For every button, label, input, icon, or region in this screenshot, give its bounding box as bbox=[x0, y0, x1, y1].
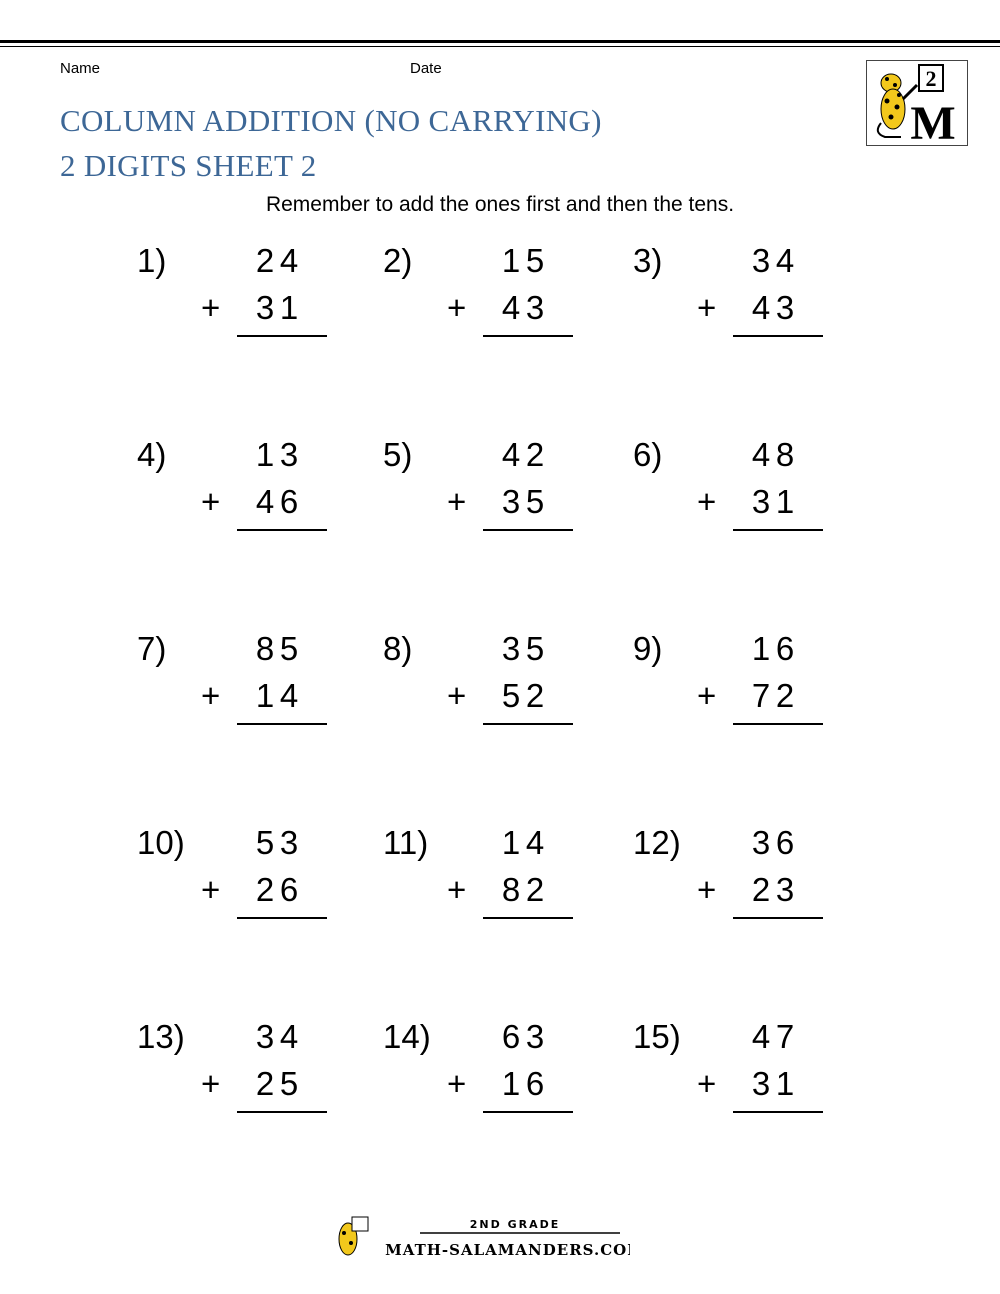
addend-top bbox=[253, 436, 301, 474]
digit: 1 bbox=[775, 1065, 795, 1102]
name-label: Name bbox=[60, 60, 101, 77]
digit: 6 bbox=[525, 1065, 545, 1102]
problem-10 bbox=[137, 824, 367, 934]
addend-top bbox=[253, 1018, 301, 1056]
footer-grade-text: 2ND GRADE bbox=[469, 1218, 561, 1231]
logo-grade: 2 bbox=[925, 66, 937, 91]
addend-bottom bbox=[253, 677, 301, 715]
addend-top bbox=[499, 630, 547, 668]
problem-7 bbox=[137, 630, 367, 740]
addend-bottom bbox=[253, 871, 301, 909]
instruction-text: Remember to add the ones first and then the tens. bbox=[265, 193, 735, 216]
digit: 3 bbox=[525, 1018, 545, 1055]
problem-number: 4) bbox=[137, 436, 167, 473]
plus-sign: + bbox=[447, 1065, 467, 1102]
addend-bottom bbox=[499, 483, 547, 521]
problem-number: 14) bbox=[383, 1018, 431, 1055]
digit: 2 bbox=[525, 677, 545, 714]
digit: 1 bbox=[255, 677, 275, 714]
problem-number: 13) bbox=[137, 1018, 185, 1055]
date-label: Date bbox=[410, 60, 442, 77]
digit: 1 bbox=[501, 242, 521, 279]
answer-line bbox=[483, 917, 573, 919]
answer-line bbox=[733, 723, 823, 725]
problem-12 bbox=[633, 824, 863, 934]
digit: 4 bbox=[751, 1018, 771, 1055]
plus-sign: + bbox=[201, 483, 221, 520]
digit: 4 bbox=[279, 1018, 299, 1055]
addend-bottom bbox=[499, 289, 547, 327]
answer-line bbox=[237, 335, 327, 337]
digit: 5 bbox=[525, 483, 545, 520]
digit: 5 bbox=[525, 242, 545, 279]
problem-4 bbox=[137, 436, 367, 546]
digit: 4 bbox=[279, 677, 299, 714]
addend-bottom bbox=[749, 483, 797, 521]
problem-number: 10) bbox=[137, 824, 185, 861]
digit: 3 bbox=[751, 483, 771, 520]
math-salamanders-logo bbox=[866, 60, 968, 146]
digit: 4 bbox=[525, 824, 545, 861]
problem-5 bbox=[383, 436, 613, 546]
problem-number: 11) bbox=[383, 824, 429, 861]
digit: 5 bbox=[279, 1065, 299, 1102]
problem-9 bbox=[633, 630, 863, 740]
digit: 1 bbox=[501, 824, 521, 861]
addend-bottom bbox=[253, 289, 301, 327]
problem-8 bbox=[383, 630, 613, 740]
addend-bottom bbox=[749, 871, 797, 909]
digit: 5 bbox=[501, 677, 521, 714]
answer-line bbox=[483, 723, 573, 725]
addend-bottom bbox=[499, 1065, 547, 1103]
addend-bottom bbox=[253, 1065, 301, 1103]
addend-top bbox=[253, 824, 301, 862]
addend-top bbox=[253, 630, 301, 668]
answer-line bbox=[237, 917, 327, 919]
answer-line bbox=[733, 1111, 823, 1113]
addend-bottom bbox=[749, 1065, 797, 1103]
digit: 4 bbox=[775, 242, 795, 279]
plus-sign: + bbox=[447, 871, 467, 908]
digit: 5 bbox=[279, 630, 299, 667]
digit: 4 bbox=[751, 436, 771, 473]
digit: 6 bbox=[279, 871, 299, 908]
addend-bottom bbox=[499, 677, 547, 715]
digit: 4 bbox=[501, 436, 521, 473]
digit: 2 bbox=[255, 1065, 275, 1102]
logo-letters: M bbox=[910, 97, 956, 145]
digit: 4 bbox=[255, 483, 275, 520]
footer-logo bbox=[330, 1215, 630, 1265]
plus-sign: + bbox=[447, 483, 467, 520]
digit: 2 bbox=[255, 242, 275, 279]
plus-sign: + bbox=[447, 289, 467, 326]
problem-number: 15) bbox=[633, 1018, 681, 1055]
addend-top bbox=[499, 1018, 547, 1056]
digit: 3 bbox=[501, 483, 521, 520]
worksheet-title: COLUMN ADDITION (NO CARRYING) bbox=[60, 103, 602, 138]
digit: 6 bbox=[279, 483, 299, 520]
problem-2 bbox=[383, 242, 613, 352]
problem-11 bbox=[383, 824, 613, 934]
digit: 3 bbox=[751, 824, 771, 861]
plus-sign: + bbox=[201, 871, 221, 908]
addend-top bbox=[749, 436, 797, 474]
answer-line bbox=[483, 529, 573, 531]
digit: 1 bbox=[775, 483, 795, 520]
digit: 4 bbox=[751, 289, 771, 326]
answer-line bbox=[483, 1111, 573, 1113]
plus-sign: + bbox=[447, 677, 467, 714]
top-rule bbox=[0, 40, 1000, 43]
digit: 5 bbox=[255, 824, 275, 861]
answer-line bbox=[733, 917, 823, 919]
plus-sign: + bbox=[201, 677, 221, 714]
problem-number: 5) bbox=[383, 436, 413, 473]
plus-sign: + bbox=[201, 1065, 221, 1102]
answer-line bbox=[237, 1111, 327, 1113]
digit: 3 bbox=[279, 824, 299, 861]
answer-line bbox=[733, 529, 823, 531]
addend-bottom bbox=[749, 677, 797, 715]
digit: 4 bbox=[501, 289, 521, 326]
digit: 3 bbox=[775, 289, 795, 326]
problem-number: 9) bbox=[633, 630, 663, 667]
digit: 3 bbox=[525, 289, 545, 326]
plus-sign: + bbox=[697, 483, 717, 520]
addend-top bbox=[499, 242, 547, 280]
problem-1 bbox=[137, 242, 367, 352]
digit: 4 bbox=[279, 242, 299, 279]
digit: 7 bbox=[775, 1018, 795, 1055]
problem-6 bbox=[633, 436, 863, 546]
addend-top bbox=[749, 824, 797, 862]
digit: 3 bbox=[255, 289, 275, 326]
problem-number: 12) bbox=[633, 824, 681, 861]
worksheet-subtitle: 2 DIGITS SHEET 2 bbox=[60, 148, 317, 183]
digit: 2 bbox=[525, 436, 545, 473]
plus-sign: + bbox=[697, 871, 717, 908]
digit: 1 bbox=[751, 630, 771, 667]
problem-13 bbox=[137, 1018, 367, 1128]
answer-line bbox=[483, 335, 573, 337]
plus-sign: + bbox=[697, 289, 717, 326]
digit: 3 bbox=[501, 630, 521, 667]
plus-sign: + bbox=[697, 677, 717, 714]
digit: 3 bbox=[279, 436, 299, 473]
addend-bottom bbox=[253, 483, 301, 521]
digit: 2 bbox=[775, 677, 795, 714]
digit: 2 bbox=[525, 871, 545, 908]
digit: 6 bbox=[501, 1018, 521, 1055]
digit: 7 bbox=[751, 677, 771, 714]
problem-number: 8) bbox=[383, 630, 413, 667]
digit: 8 bbox=[775, 436, 795, 473]
addend-bottom bbox=[749, 289, 797, 327]
digit: 3 bbox=[775, 871, 795, 908]
addend-bottom bbox=[499, 871, 547, 909]
digit: 6 bbox=[775, 630, 795, 667]
problem-number: 6) bbox=[633, 436, 663, 473]
digit: 3 bbox=[751, 1065, 771, 1102]
digit: 3 bbox=[255, 1018, 275, 1055]
addend-top bbox=[499, 436, 547, 474]
answer-line bbox=[237, 529, 327, 531]
problem-number: 2) bbox=[383, 242, 413, 279]
digit: 1 bbox=[255, 436, 275, 473]
addend-top bbox=[749, 1018, 797, 1056]
addend-top bbox=[253, 242, 301, 280]
problem-number: 3) bbox=[633, 242, 663, 279]
problem-number: 7) bbox=[137, 630, 167, 667]
plus-sign: + bbox=[201, 289, 221, 326]
addend-top bbox=[749, 242, 797, 280]
digit: 5 bbox=[525, 630, 545, 667]
footer-site-text: MATH-SALAMANDERS.COM bbox=[385, 1241, 630, 1259]
problem-number: 1) bbox=[137, 242, 167, 279]
answer-line bbox=[237, 723, 327, 725]
answer-line bbox=[733, 335, 823, 337]
addend-top bbox=[749, 630, 797, 668]
digit: 8 bbox=[255, 630, 275, 667]
digit: 6 bbox=[775, 824, 795, 861]
digit: 3 bbox=[751, 242, 771, 279]
problem-3 bbox=[633, 242, 863, 352]
top-rule-thin bbox=[0, 46, 1000, 47]
problem-14 bbox=[383, 1018, 613, 1128]
digit: 1 bbox=[501, 1065, 521, 1102]
digit: 8 bbox=[501, 871, 521, 908]
plus-sign: + bbox=[697, 1065, 717, 1102]
problem-15 bbox=[633, 1018, 863, 1128]
digit: 2 bbox=[255, 871, 275, 908]
addend-top bbox=[499, 824, 547, 862]
digit: 1 bbox=[279, 289, 299, 326]
digit: 2 bbox=[751, 871, 771, 908]
